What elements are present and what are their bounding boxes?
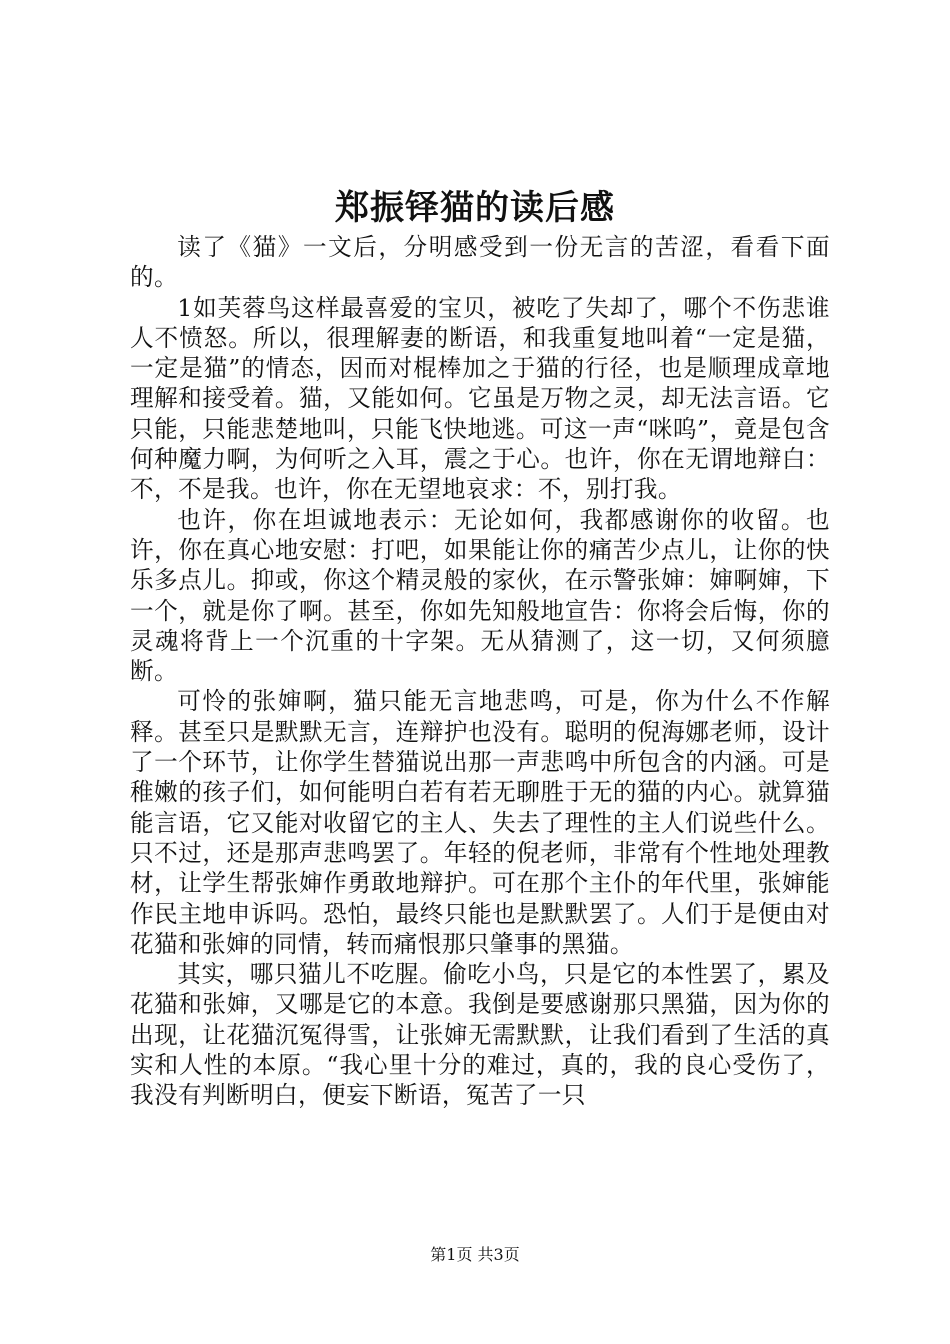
document-body	[130, 232, 830, 1111]
paragraph: 1如芙蓉鸟这样最喜爱的宝贝，被吃了失却了，哪个不伤悲谁人不愤怒。所以，很理解妻的断语，和我重复地叫着“一定是猫，一定是猫”的情态，因而对棍棒加之于猫的行径，也是顺理成章地理解和接受着。猫，又能如何。它虽是万物之灵，却无法言语。它只能，只能悲楚地叫，只能飞快地逃。可这一声“咪呜”，竟是包含何种魔力啊，为何听之入耳，震之于心。也许，你在无谓地辩白：不，不是我。也许，你在无望地哀求：不，别打我。	[130, 293, 830, 504]
document-title: 郑振铎猫的读后感	[335, 188, 615, 228]
page-number-footer: 第1页 共3页	[430, 1245, 520, 1264]
paragraph: 可怜的张婶啊，猫只能无言地悲鸣，可是，你为什么不作解释。甚至只是默默无言，连辩护也没有。聪明的倪海娜老师，设计了一个环节，让你学生替猫说出那一声悲鸣中所包含的内涵。可是稚嫩的孩子们，如何能明白若有若无聊胜于无的猫的内心。就算猫能言语，它又能对收留它的主人、失去了理性的主人们说些什么。只不过，还是那声悲鸣罢了。年轻的倪老师，非常有个性地处理教材，让学生帮张婶作勇敢地辩护。可在那个主仆的年代里，张婶能作民主地申诉吗。恐怕，最终只能也是默默罢了。人们于是便由对花猫和张婶的同情，转而痛恨那只肇事的黑猫。	[130, 687, 830, 958]
paragraph: 其实，哪只猫儿不吃腥。偷吃小鸟，只是它的本性罢了，累及花猫和张婶，又哪是它的本意。我倒是要感谢那只黑猫，因为你的出现，让花猫沉冤得雪，让张婶无需默默，让我们看到了生活的真实和人性的本原。“我心里十分的难过，真的，我的良心受伤了，我没有判断明白，便妄下断语，冤苦了一只	[130, 960, 830, 1110]
paragraph: 也许，你在坦诚地表示：无论如何，我都感谢你的收留。也许，你在真心地安慰：打吧，如果能让你的痛苦少点儿，让你的快乐多点儿。抑或，你这个精灵般的家伙，在示警张婶：婶啊婶，下一个，就是你了啊。甚至，你如先知般地宣告：你将会后悔，你的灵魂将背上一个沉重的十字架。无从猜测了，这一切，又何须臆断。	[130, 505, 830, 686]
paragraph: 读了《猫》一文后，分明感受到一份无言的苦涩，看看下面的。	[130, 233, 830, 292]
